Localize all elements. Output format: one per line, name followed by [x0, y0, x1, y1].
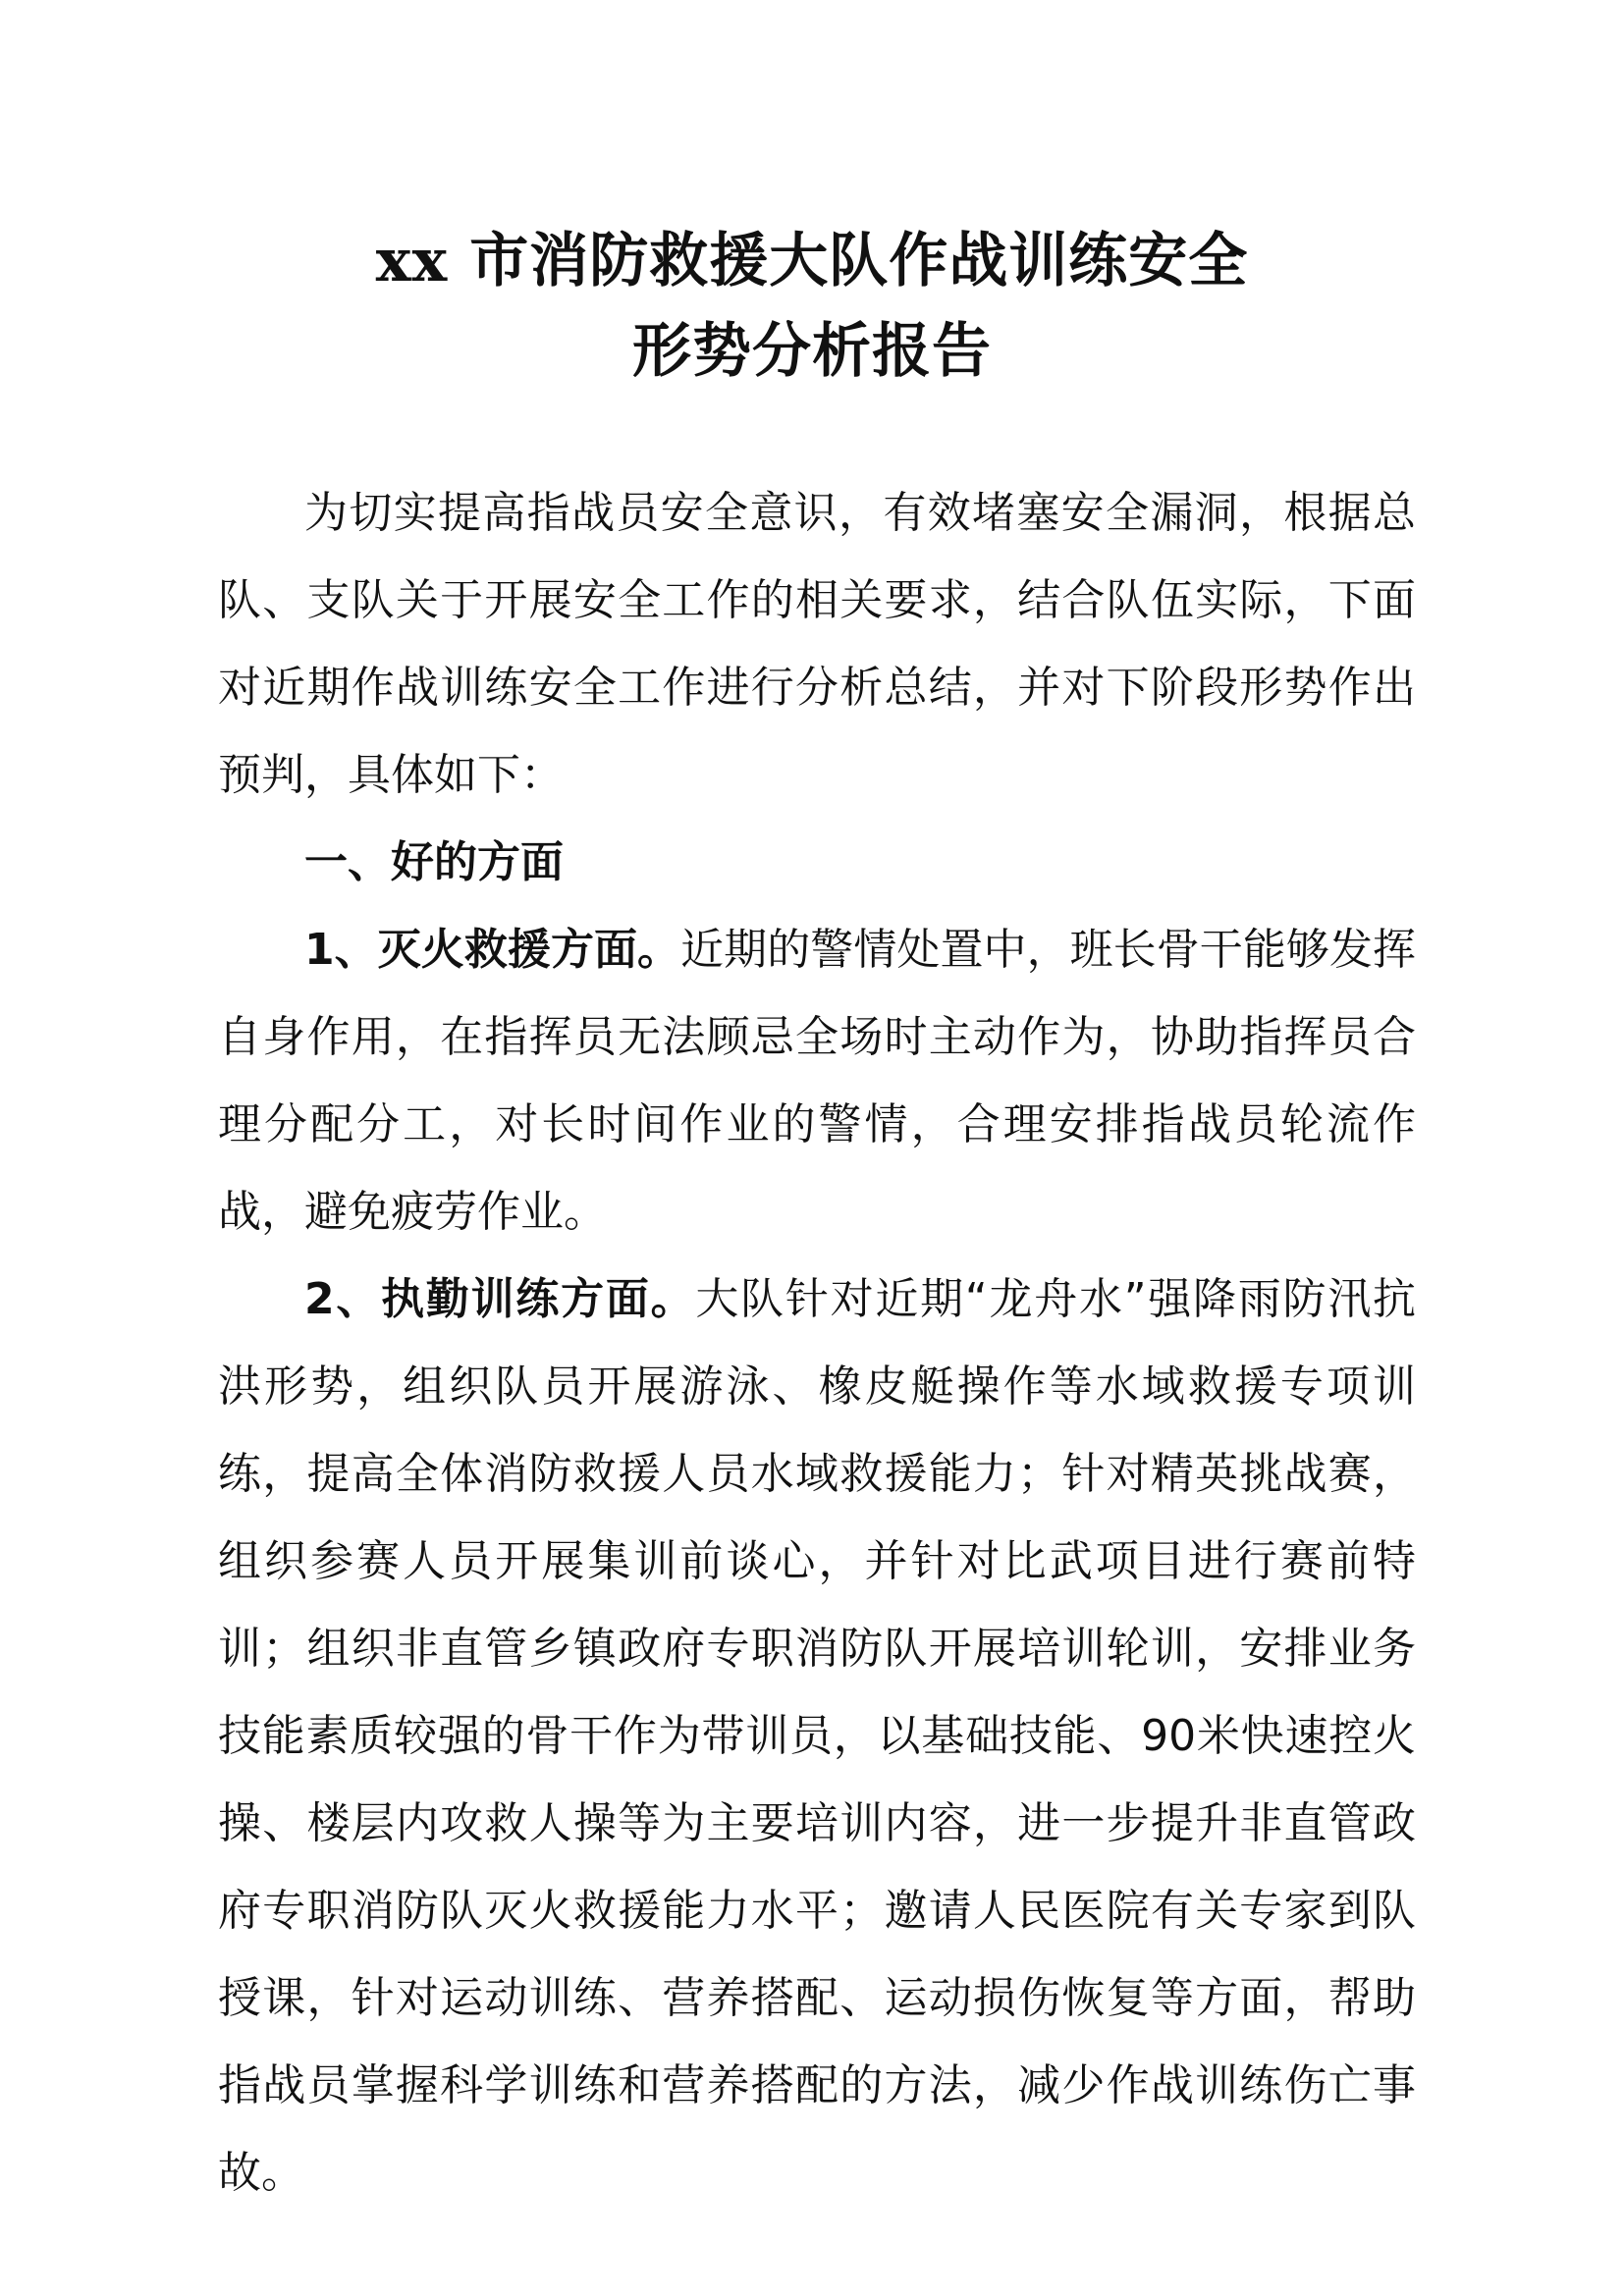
document-title — [0, 216, 1624, 397]
title-line-1: xx 市消防救援大队作战训练安全 — [375, 227, 1249, 295]
item-lead-firefighting: 1、灭火救援方面。 — [304, 925, 681, 975]
document-body — [218, 469, 1416, 2216]
item-text-training: 大队针对近期“龙舟水”强降雨防汛抗洪形势，组织队员开展游泳、橡皮艇操作等水域救援专项训练，提高全体消防救援人员水域救援能力；针对精英挑战赛，组织参赛人员开展集训前谈心，并针对比武项目进行赛前特训；组织非直管乡镇政府专职消防队开展培训轮训，安排业务技能素质较强的骨干作为带训员，以基础技能、90米快速控火操、楼层内攻救人操等为主要培训内容，进一步提升非直管政府专职消防队灭火救援能力水平；邀请人民医院有关专家到队授课，针对运动训练、营养搭配、运动损伤恢复等方面，帮助指战员掌握科学训练和营养搭配的方法，减少作战训练伤亡事故。 — [218, 1274, 1416, 2198]
section-heading-good-aspects: 一、好的方面 — [304, 837, 564, 887]
title-line-2: 形势分析报告 — [632, 317, 992, 386]
intro-paragraph: 为切实提高指战员安全意识，有效堵塞安全漏洞，根据总队、支队关于开展安全工作的相关要求，结合队伍实际，下面对近期作战训练安全工作进行分析总结，并对下阶段形势作出预判，具体如下： — [218, 488, 1416, 800]
item-text-firefighting: 近期的警情处置中，班长骨干能够发挥自身作用，在指挥员无法顾忌全场时主动作为，协助指挥员合理分配分工，对长时间作业的警情，合理安排指战员轮流作战，避免疲劳作业。 — [218, 925, 1417, 1237]
item-lead-training: 2、执勤训练方面。 — [304, 1274, 696, 1324]
item-duty-training — [218, 1255, 1416, 2216]
item-firefighting-rescue — [218, 906, 1416, 1255]
